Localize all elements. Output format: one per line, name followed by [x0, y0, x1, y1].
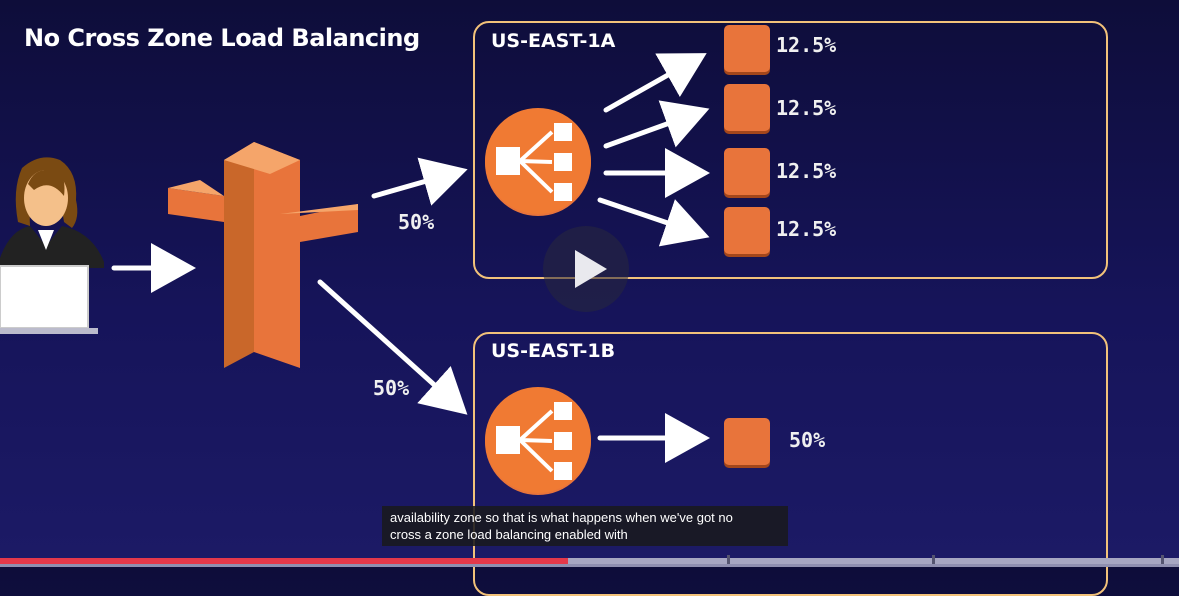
zone-b-label: US-EAST-1B — [491, 340, 616, 362]
slide-title: No Cross Zone Load Balancing — [24, 24, 420, 52]
instance-share: 12.5% — [776, 217, 837, 241]
progress-played — [0, 558, 568, 564]
video-caption — [382, 506, 788, 546]
caption-line: cross a zone load balancing enabled with — [390, 527, 628, 542]
instance-share: 50% — [789, 428, 826, 452]
play-icon — [543, 226, 629, 312]
ec2-instance-icon — [724, 25, 770, 72]
chapter-marker[interactable] — [932, 555, 935, 564]
load-balancer-icon — [484, 107, 594, 219]
video-progress-bar[interactable] — [0, 558, 1179, 567]
load-balancer-icon — [484, 386, 594, 498]
caption-line: availability zone so that is what happens when we've got no — [390, 510, 733, 525]
zone-b-share: 50% — [373, 376, 410, 400]
instance-share: 12.5% — [776, 96, 837, 120]
ec2-instance-icon — [724, 84, 770, 131]
ec2-instance-icon — [724, 148, 770, 195]
ec2-instance-icon — [724, 418, 770, 465]
chapter-marker[interactable] — [1161, 555, 1164, 564]
instance-share: 12.5% — [776, 159, 837, 183]
zone-a-label: US-EAST-1A — [491, 30, 616, 52]
arrow-gateway-to-zone-a — [374, 172, 458, 196]
instance-share: 12.5% — [776, 33, 837, 57]
zone-a-share: 50% — [398, 210, 435, 234]
ec2-instance-icon — [724, 207, 770, 254]
chapter-marker[interactable] — [727, 555, 730, 564]
play-button[interactable] — [543, 226, 629, 312]
